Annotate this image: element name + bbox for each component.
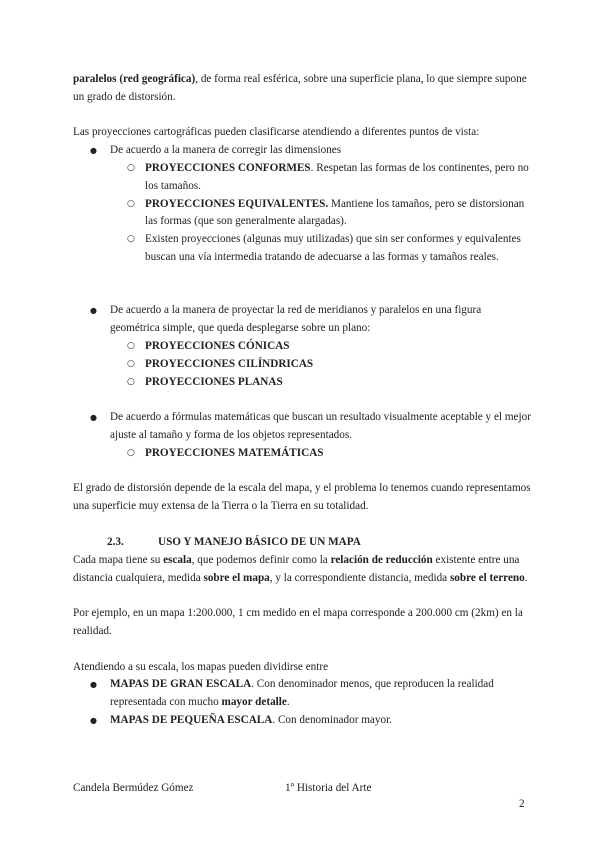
group-projection: [73, 302, 533, 391]
item-text: Mantiene los tamaños, pero se distorsionan las formas (que son generalmente alargadas).: [145, 197, 525, 228]
intro-text: , de forma real esférica, sobre una superficie plana, lo que siempre supone un grado de distorsión.: [73, 73, 527, 103]
map-type-bold: MAPAS DE GRAN ESCALA: [110, 678, 252, 691]
item-text: . Respetan las formas de los continentes, pero no los tamaños.: [145, 161, 529, 192]
maps-intro: Atendiendo a su escala, los mapas pueden dividirse entre: [73, 660, 329, 673]
item-bold: PROYECCIONES CONFORMES: [145, 161, 311, 174]
map-type-bold: mayor detalle: [221, 696, 287, 709]
scale-paragraph: [73, 552, 533, 588]
page-number: 2: [519, 798, 525, 810]
group-projection-sublist: [73, 338, 533, 391]
map-type-text: . Con denominador menos, que reproducen la realidad representada con mucho: [110, 678, 494, 709]
item-text: Existen proyecciones (algunas muy utilizadas) que sin ser conformes y equivalentes buscan una vía intermedia tratando de adecuarse a las formas y tamaños reales.: [145, 233, 521, 263]
map-type-bold: MAPAS DE PEQUEÑA ESCALA: [110, 713, 273, 726]
group-dimensions-label: De acuerdo a la manera de corregir las dimensiones: [110, 144, 342, 157]
list-item: [73, 712, 533, 730]
section-number: 2.3.: [107, 535, 124, 548]
list-item: ○ PROYECCIONES CILÍNDRICAS: [73, 356, 533, 374]
section-heading: [73, 534, 533, 552]
list-item: [73, 231, 533, 267]
scale-bold: escala: [163, 553, 192, 566]
intro-paragraph: [73, 71, 533, 107]
list-item: ○ PROYECCIONES PLANAS: [73, 374, 533, 392]
classification-list-2: [73, 302, 533, 391]
scale-bold: sobre el terreno: [449, 571, 525, 584]
section-title: USO Y MANEJO BÁSICO DE UN MAPA: [158, 535, 361, 548]
example-paragraph: Por ejemplo, en un mapa 1:200.000, 1 cm medido en el mapa corresponde a 200.000 cm (2km) en la realidad.: [73, 607, 523, 637]
classification-list-3: [73, 409, 533, 462]
scale-text: , y la correspondiente distancia, medida: [269, 571, 450, 584]
list-item: [73, 676, 533, 712]
list-item: ○ PROYECCIONES CÓNICAS: [73, 338, 533, 356]
map-type-text: . Con denominador mayor.: [272, 713, 392, 726]
scale-bold: relación de reducción: [330, 553, 433, 566]
maps-list: [73, 676, 533, 729]
intro-bold-paralelos: paralelos: [73, 73, 117, 85]
footer-author: Candela Bermúdez Gómez: [73, 782, 194, 794]
group-math: [73, 409, 533, 462]
footer-course: 1º Historia del Arte: [285, 782, 372, 794]
group-math-sublist: [73, 445, 533, 463]
classify-intro: Las proyecciones cartográficas pueden clasificarse atendiendo a diferentes puntos de vista:: [73, 126, 480, 139]
group-projection-label: De acuerdo a la manera de proyectar la red de meridianos y paralelos en una figura geométrica simple, que queda desplegarse sobre un plano:: [110, 304, 482, 335]
scale-text: .: [524, 571, 528, 584]
scale-bold: sobre el mapa: [203, 571, 270, 584]
intro-bold-red: (red geográfica): [119, 73, 196, 85]
scale-text: Cada mapa tiene su: [73, 553, 164, 566]
list-item: [73, 160, 533, 196]
list-item: [73, 196, 533, 232]
group-dimensions: [73, 142, 533, 267]
map-type-text: .: [286, 696, 290, 709]
document-body: [73, 71, 533, 730]
classification-list: [73, 142, 533, 267]
scale-text: , que podemos definir como la: [191, 553, 331, 566]
item-bold: PROYECCIONES EQUIVALENTES.: [145, 197, 329, 210]
list-item: ○ PROYECCIONES MATEMÁTICAS: [73, 445, 533, 463]
page-footer: [73, 780, 533, 797]
distortion-paragraph: El grado de distorsión depende de la escala del mapa, y el problema lo tenemos cuando representamos una superficie muy extensa de la Tierra o la Tierra en su totalidad.: [73, 482, 531, 513]
group-dimensions-sublist: [73, 160, 533, 267]
scale-text: existente entre una distancia cualquiera, medida: [73, 553, 520, 584]
group-math-label: De acuerdo a fórmulas matemáticas que buscan un resultado visualmente aceptable y el mejor ajuste al tamaño y forma de los objetos representados.: [110, 411, 531, 441]
